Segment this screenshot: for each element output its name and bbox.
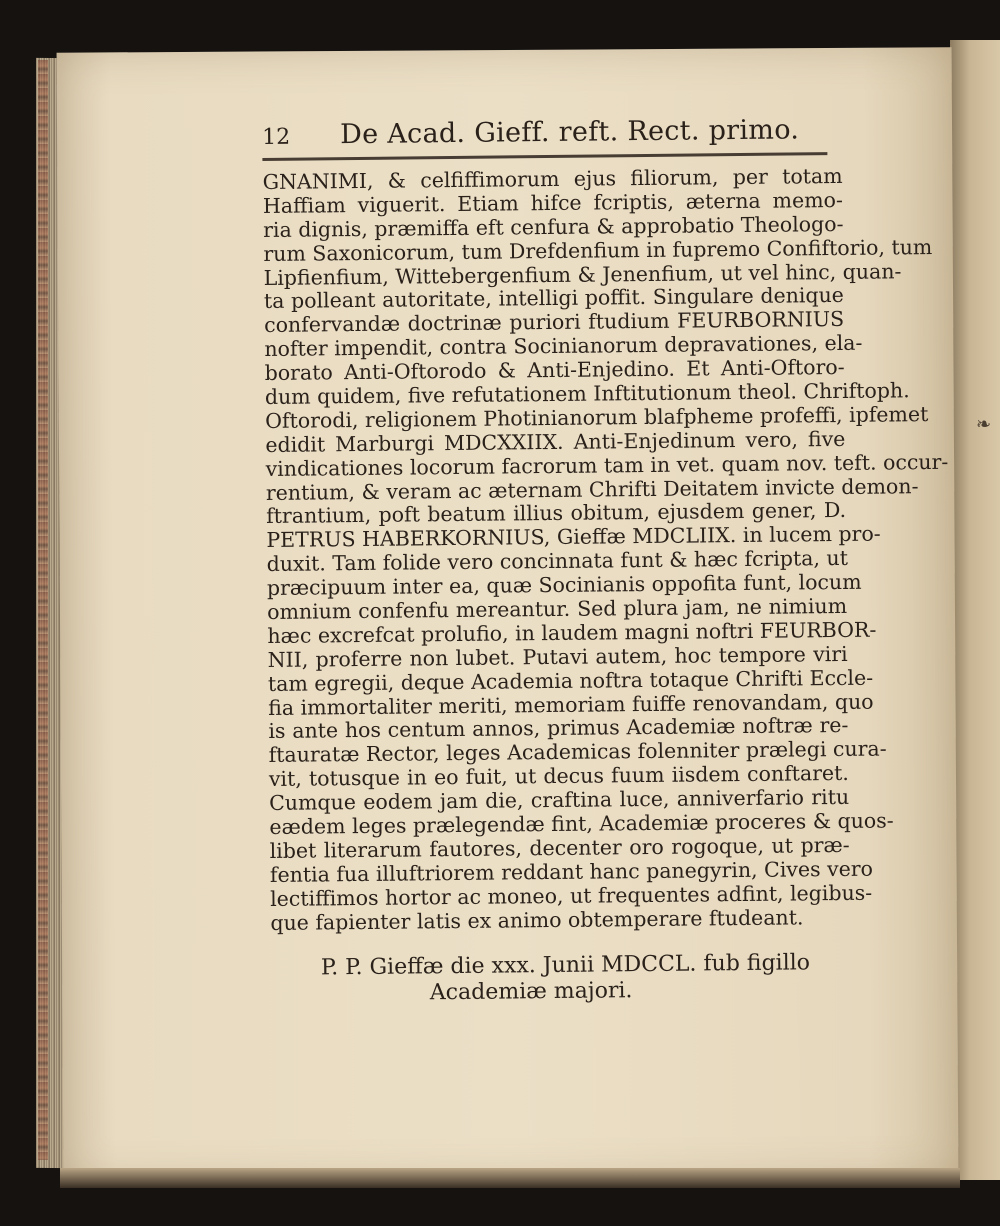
page-number: 12 [262, 124, 291, 150]
text-line: Cumque eodem jam die, craftina luce, anniverfario ritu [269, 785, 850, 816]
text-line: fia immortaliter meriti, memoriam fuiffe renovandam, quo [268, 689, 874, 720]
text-line: Lipfienfium, Wittebergenfium & Jenenfium, ut vel hinc, quan- [263, 258, 902, 290]
facing-page-mark: ❧ [976, 414, 992, 435]
closing-line-2: Academiæ majori. [429, 977, 633, 1005]
text-line: NII, proferre non lubet. Putavi autem, hoc tempore viri [267, 641, 848, 672]
text-line: is ante hos centum annos, primus Academiæ noftræ re- [268, 713, 849, 744]
text-line: tam egregii, deque Academia noftra totaque Chrifti Eccle- [267, 665, 874, 696]
body-text [262, 163, 949, 936]
text-line: nofter impendit, contra Socinianorum depravationes, ela- [264, 330, 863, 362]
text-line: ftrantium, poft beatum illius obitum, ejusdem gener, D. [266, 498, 847, 529]
text-line: que fapienter latis ex animo obtemperare ftudeant. [270, 904, 804, 935]
text-line: duxit. Tam folide vero concinnata funt & hæc fcripta, ut [266, 546, 849, 577]
running-head: De Acad. Gieff. reft. Rect. primo. [339, 114, 800, 151]
text-line: ta polleant autoritate, intelligi poffit. Singulare denique [263, 283, 844, 314]
text-line: fentia fua illuftriorem reddant hanc panegyrin, Cives vero [269, 856, 874, 887]
text-line: lectiffimos hortor ac moneo, ut frequentes adfint, legibus- [270, 880, 873, 911]
closing-line-1: P. P. Gieffæ die xxx. Junii MDCCL. fub figillo [320, 949, 811, 980]
text-line: præcipuum inter ea, quæ Socinianis oppofita funt, locum [266, 569, 862, 601]
text-line: ria dignis, præmiffa eft cenfura & approbatio Theologo- [263, 211, 844, 242]
closing-block [271, 950, 832, 1008]
binding-strip [38, 60, 48, 1160]
text-line: eædem leges prælegendæ fint, Academiæ proceres & quos- [269, 808, 894, 840]
text-line: PETRUS HABERKORNIUS, Gieffæ MDCLIIX. in lucem pro- [266, 521, 881, 553]
page-header [262, 114, 842, 156]
text-line: edidit Marburgi MDCXXIIX. Anti-Enjedinum vero, five [265, 426, 846, 457]
text-line: rentium, & veram ac æternam Chrifti Deitatem invicte demon- [265, 473, 919, 505]
text-line: ftauratæ Rector, leges Academicas folenniter prælegi cura- [268, 736, 887, 768]
text-line: libet literarum fautores, decenter oro rogoque, ut præ- [269, 832, 850, 863]
text-line: rum Saxonicorum, tum Drefdenfium in fupremo Confiftorio, tum [263, 234, 933, 266]
text-line: omnium confenfu mereantur. Sed plura jam, ne nimium [267, 593, 848, 625]
text-line: dum quidem, five refutationem Inftitutionum theol. Chriftoph. [264, 378, 910, 409]
page-bottom-shadow [60, 1168, 960, 1188]
facing-page-edge [950, 40, 1000, 1180]
text-line: hæc excrefcat prolufio, in laudem magni noftri FEURBOR- [267, 617, 877, 648]
text-line: vindicationes locorum facrorum tam in vet. quam nov. teft. occur- [265, 449, 949, 481]
text-line: vit, totusque in eo fuit, ut decus fuum iisdem conftaret. [268, 761, 849, 792]
text-line: confervandæ doctrinæ puriori ftudium FEURBORNIUS [264, 307, 845, 338]
text-line: GNANIMI, & celfiffimorum ejus filiorum, per totam [262, 163, 843, 194]
text-line: Oftorodi, religionem Photinianorum blafpheme profeffi, ipfemet [265, 401, 929, 433]
text-line: Haffiam viguerit. Etiam hifce fcriptis, æterna memo- [262, 187, 843, 218]
page-content [262, 114, 949, 1008]
text-line: borato Anti-Oftorodo & Anti-Enjedino. Et Anti-Oftoro- [264, 355, 845, 386]
